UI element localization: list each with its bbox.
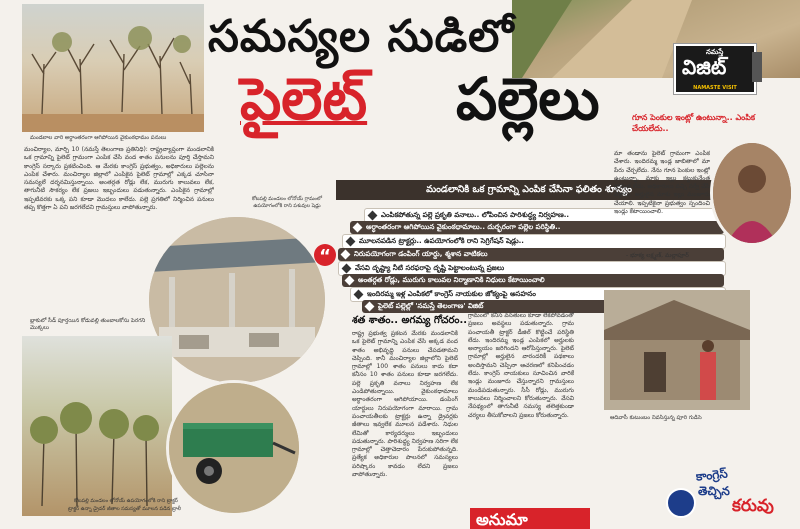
footer-logo — [620, 468, 796, 526]
tractor-note-caption: ట్రాక్టర్ ఉన్నా డ్రైవర్ జీతాల సమస్యతో మూలన పడిన ట్రాలీ — [68, 506, 182, 512]
highlight-banner: మండలానికి ఒక గ్రామాన్ని ఎంపిక చేసినా ఫలితం శూన్యం — [336, 180, 722, 200]
portrait-illustration — [713, 143, 791, 243]
hut-illustration — [604, 290, 750, 410]
footer-emblem-icon — [666, 488, 696, 518]
badge-side-strip — [752, 52, 762, 82]
article-column-2: గ్రామంలో కనీస వసతులు కూడా లేకపోవడంతో ప్రజలు అవస్థలు పడుతున్నారు. గ్రామ పంచాయతీ ట్రాక్టర్ డీజిల్ కొట్టించే పరిస్థితి లేదు. ఇందిరమ్మ ఇండ్ల ఎంపికలో అర్హులకు అన్యాయం జరిగిందని ఆరోపిస్తున్నారు. పైలెట్ గ్రామాల్లో అర్హులైన వారందరికీ పథకాలు అందిస్తామని చెప్పినా ఆచరణలో కనిపించడం లేదు. కాంగ్రెస్ నాయకులు సూచించిన వారికే ఇండ్లు మంజూరు చేస్తున్నారని గ్రామస్తులు మండిపడుతున్నారు. సీసీ రోడ్లు, మురుగు కాలువలు నిర్మించాలని కోరుతున్నారు. వేసవి నేపథ్యంలో తాగునీటి సమస్య తలెత్తకుండా చర్యలు తీసుకోవాలని ప్రజలు కోరుతున్నారు. — [468, 312, 574, 419]
bullet-text: అర్ధాంతరంగా ఆగిపోయిన వైకుంఠధామాలు.. దుర్భరంగా పల్లెల పరిస్థితి.. — [366, 223, 561, 232]
bullet-text: నిరుపయోగంగా డంపింగ్ యార్డు, శ్మశాన వాటికలు — [354, 249, 488, 258]
article-column-1: రాష్ట్ర ప్రభుత్వ ప్రకటన మేరకు మండలానికి ఒక పైలెట్ గ్రామాన్ని ఎంపిక చేసి అక్కడ వంద శాతం అభివృద్ధి పనులు చేపడతామని చెప్పింది. కానీ మంచిర్యాల జిల్లాలోని పైలెట్ గ్రామాల్లో 100 శాతం పనులు కాదు కదా కనీసం 10 శాతం పనులు కూడా జరగలేదు. పల్లె ప్రకృతి వనాలు నిర్వహణ లేక ఎండిపోతున్నాయి. వైకుంఠధామాలు అర్ధాంతరంగా ఆగిపోయాయి. డంపింగ్ యార్డులు నిరుపయోగంగా మారాయి. గ్రామ పంచాయతీలకు ట్రాక్టర్లు ఉన్నా డ్రైవర్లకు జీతాలు ఇవ్వలేక మూలన పడేశారు. నిధుల లేమితో కార్యదర్శులు ఇబ్బందులు పడుతున్నారు. పారిశుద్ధ్య నిర్వహణ సరిగా లేక గ్రామాల్లో చెత్తాచెదారం పేరుకుపోతున్నది. ప్రత్యేక అధికారుల పాలనలో సమస్యలు పరిష్కారం కావడం లేదని ప్రజలు వాపోతున్నారు. — [352, 330, 458, 479]
trolley-illustration — [169, 383, 299, 513]
shed-illustration — [149, 217, 325, 383]
badge-sub-label: NAMASTE VISIT — [693, 85, 737, 91]
badge-main-label: విజిట్ — [682, 55, 727, 79]
bullet-diamond-icon — [368, 211, 378, 221]
next-article-fragment — [470, 508, 590, 529]
bullet-text: మూలనపడిన ట్రాక్టర్లు.. ఉపయోగంలోకి రాని సెగ్రిగేషన్ షెడ్లు.. — [359, 237, 524, 246]
bullet-text: ఎంపికపోతున్న పల్లె ప్రకృతి వనాలు.. లోపించిన పారిశుద్ధ్య నిర్వహణ.. — [381, 211, 570, 219]
plantation-photo — [22, 336, 172, 516]
bullet-item — [342, 274, 724, 287]
footer-logo-line-1: కాంగ్రెస్ — [695, 466, 729, 484]
next-article-title: అనుమా — [476, 510, 528, 529]
tractor-trolley-photo — [166, 380, 302, 516]
top-photo-caption: మండలాల వారి అర్ధాంతరంగా ఆగిపోయిన వైకుంఠధామం పనులు — [30, 135, 167, 141]
bullet-diamond-icon — [345, 276, 355, 286]
headline-black-word: పల్లెలు — [456, 65, 600, 133]
bullet-diamond-icon — [341, 249, 351, 259]
subhead-question: గూన పెంకుల ఇంట్లో ఉంటున్నా.. ఎంపిక చేయలేదు.. — [632, 113, 756, 133]
portrait-photo — [710, 140, 794, 246]
bullet-text: పైలెట్ పల్లెల్లో 'నమస్తే తెలంగాణ' విజిట్ — [378, 302, 484, 311]
plantation-caption: బ్లాకులో సీడ్ పూర్తయిన కోడువల్లి తుంబాలకోసు పెరగని మొక్కలు — [30, 318, 146, 331]
dairy-shed-photo — [146, 214, 328, 386]
headline-red-word: పైలెట్ — [240, 65, 368, 133]
sparse-trees-illustration — [22, 336, 172, 516]
subhead-body: మా తండాను పైలెట్ గ్రామంగా ఎంపిక చేశారు. ఇందిరమ్మ ఇండ్ల జాబితాలో మా పేరు చేర్చలేదు. నేను గూన పెంకుల ఇంట్లో ఉంటున్నా. మాకు ఇల్లు కట్టుకునేంత స్తోమత లేదు. అధికారులు వచ్చి సర్వే చేసి వెళ్లారు. అర్హులైన మాకు ఇల్లు మంజూరు చేయాలి. ఇప్పటికైనా ప్రభుత్వం స్పందించి ఇండ్లు కేటాయించాలి. — [614, 150, 710, 216]
badge-top-label: నమస్తే — [706, 48, 724, 56]
namaste-visit-badge — [674, 44, 756, 94]
hut-caption: ఆదివాసీ కుటుంబం నివసిస్తున్న పూరి గుడిసె — [610, 415, 702, 421]
footer-logo-line-3: కరువు — [732, 496, 774, 516]
top-left-photo — [22, 4, 204, 132]
bullet-diamond-icon — [342, 263, 352, 273]
footer-logo-line-2: తెచ్చిన — [698, 484, 730, 498]
bullet-text: అంతర్గత రోడ్లు, మురుగు కాలువల నిర్మాణానికి నిధులు కేటాయించాలి — [358, 276, 545, 284]
dairy-shed-caption: కోటపల్లి మండలం లోనోయ్ గ్రామంలో ఉపయోగంలోకి రాని పశువుల షెడ్లు — [251, 196, 323, 209]
hut-photo — [604, 290, 750, 410]
quote-mark-icon: “ — [314, 244, 336, 266]
bullet-diamond-icon — [353, 223, 363, 233]
intro-paragraph: మంచిర్యాల, మార్చి 10 (నమస్తే తెలంగాణ ప్రతినిధి): రాష్ట్రవ్యాప్తంగా మండలానికి ఒక గ్రామాన్ని పైలెట్ గ్రామంగా ఎంపిక చేసి వంద శాతం పనులను పూర్తి చేస్తామని కాంగ్రెస్ సర్కారు ప్రకటించింది. ఆ మేరకు కాంగ్రెస్ ప్రభుత్వం, అధికారులు పల్లెలను ఎంపిక చేశారు. మంచిర్యాల జిల్లాలో ఎంపికైన పైలెట్ గ్రామాల్లో ఎక్కడ చూసినా సమస్యలే దర్శనమిస్తున్నాయి. అంతర్గత రోడ్లు లేక, మురుగు కాలువలు లేక, తాగునీటి సౌకర్యం లేక ప్రజలు ఇబ్బందులు పడుతున్నారు. ఎంపికైన గ్రామాల్లో ఇప్పటివరకు ఒక్క పని కూడా మొదలు కాలేదు. పల్లె ప్రగతిలో నిర్మించిన పనులు తప్ప కొత్తగా ఏ పని జరగలేదని గ్రామస్తులు వాపోతున్నారు. — [24, 146, 214, 212]
section-title: శత శాతం.. అగమ్య గోచరం.. — [352, 315, 468, 326]
bullet-text: వేసవి దృష్ట్యా నీటి సరఫరాపై దృష్టి పెట్టాలంటున్న ప్రజలు — [355, 263, 505, 272]
bullet-diamond-icon — [365, 302, 375, 312]
bullet-text: ఇందిరమ్మ ఇళ్ల ఎంపికలో కాంగ్రెస్ నాయకుల జోక్యంపై అసహనం — [367, 290, 536, 299]
subhead-author: - భూక్య లక్ష్మణ్, మల్లాపూర్ — [626, 252, 689, 259]
bullet-diamond-icon — [354, 290, 364, 300]
trolley-caption: కోటపల్లి మండలం లోనోయ్ ఉపయోగంలోకి రాని ట్రాక్టర్ — [74, 498, 178, 504]
dry-trees-illustration — [22, 4, 204, 132]
bullet-diamond-icon — [346, 237, 356, 247]
headline-line-1: సమస్యల సుడిలో — [208, 11, 515, 62]
